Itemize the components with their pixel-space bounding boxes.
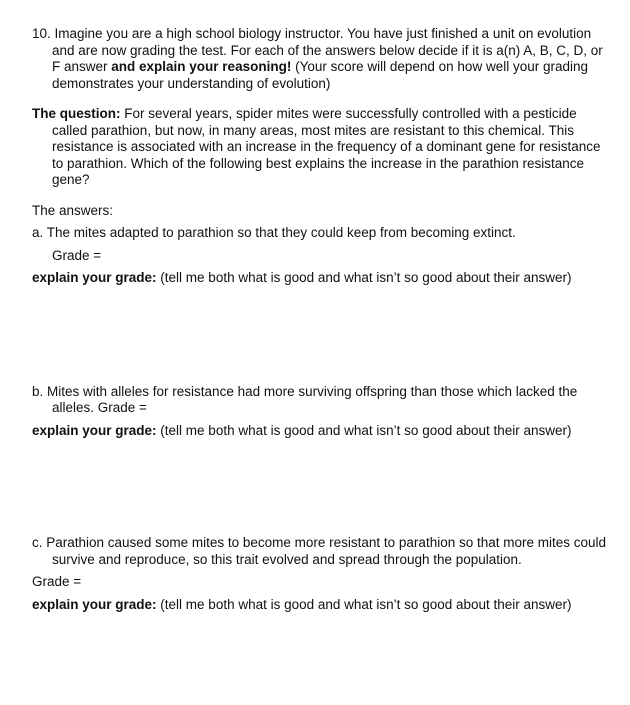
explain-text: (tell me both what is good and what isn’t so good about their answer) — [156, 422, 572, 438]
question-label: The question: — [32, 106, 121, 121]
explain-text: (tell me both what is good and what isn’t so good about their answer) — [156, 270, 572, 285]
explain-text: (tell me both what is good and what isn’t so good about their answer) — [156, 596, 572, 612]
question-scenario — [32, 106, 612, 189]
question-text: For several years, spider mites were successfully controlled with a pesticide called parathion, but now, in many areas, most mites are resistant to this chemical. This resistance is associated with an increase in the frequency of a dominant gene for resistance to parathion. Which of the following best explains the increase in the parathion resistance gene? — [52, 106, 601, 187]
explain-a — [32, 270, 612, 287]
prompt-text: Imagine you are a high school biology instructor. You have just finished a unit on evolution and are now grading the test. For each of the answers below decide if it is a(n) A, B, C, D, or F answer — [50, 26, 603, 74]
grade-a-label: Grade = — [52, 247, 102, 263]
grade-c-label: Grade = — [32, 574, 82, 589]
explain-b — [32, 423, 612, 440]
prompt-emphasis: and explain your reasoning! — [111, 59, 292, 74]
answer-a: a. The mites adapted to parathion so that they could keep from becoming extinct. — [32, 225, 516, 240]
worksheet-page — [32, 26, 612, 613]
answers-heading: The answers: — [32, 202, 114, 218]
answer-c: c. Parathion caused some mites to become more resistant to parathion so that more mites could survive and reproduce, so this trait evolved and spread through the population. — [32, 535, 607, 567]
explain-label: explain your grade: — [32, 596, 157, 612]
explain-label: explain your grade: — [32, 422, 157, 438]
question-number: 10. — [32, 26, 51, 41]
answer-b: b. Mites with alleles for resistance had more surviving offspring than those which lacked the alleles. Grade = — [32, 383, 578, 415]
prompt-note: (Your score will depend on how well your grading demonstrates your understanding of evolution) — [52, 59, 588, 91]
explain-c — [32, 597, 612, 614]
explain-label: explain your grade: — [32, 270, 157, 285]
question-prompt — [32, 26, 612, 92]
